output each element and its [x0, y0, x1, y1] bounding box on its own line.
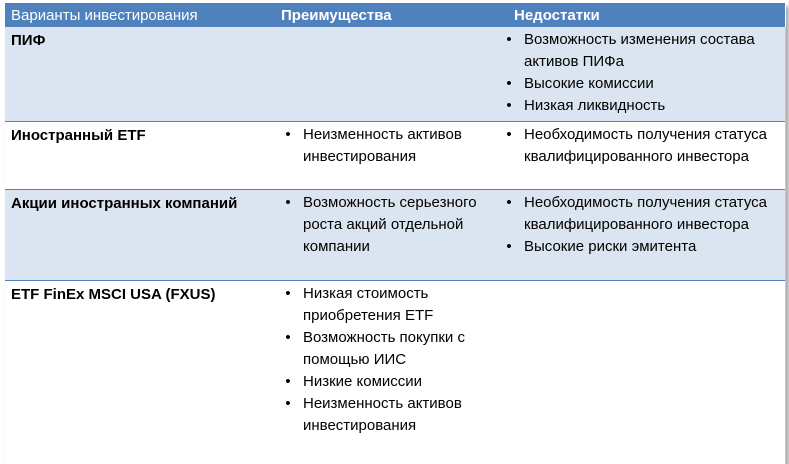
bullet-icon: • [499, 192, 519, 214]
disadvantages-cell [494, 190, 785, 281]
list-item-text: Возможность серьезного роста акций отдельной компании [303, 194, 477, 255]
list-item [273, 371, 494, 393]
table-row [5, 122, 785, 190]
advantages-cell [273, 190, 494, 281]
advantages-cell [273, 281, 494, 464]
bullet-icon: • [278, 283, 298, 305]
disadvantages-cell [494, 281, 785, 464]
list-item-text: Низкие комиссии [303, 373, 422, 390]
bullet-icon: • [499, 124, 519, 146]
list-item [494, 236, 785, 258]
list-item [273, 327, 494, 371]
option-name-cell: Акции иностранных компаний [5, 190, 273, 281]
bullet-icon: • [499, 236, 519, 258]
header-advantages: Преимущества [273, 3, 494, 27]
header-row [5, 3, 785, 27]
list-item-text: Высокие комиссии [524, 75, 654, 92]
table-body [5, 27, 785, 464]
advantages-cell [273, 27, 494, 122]
list-item [494, 124, 785, 168]
table-row [5, 27, 785, 122]
table-header [5, 3, 785, 27]
list-item-text: Низкая стоимость приобретения ETF [303, 285, 433, 324]
disadvantages-list [494, 124, 785, 168]
advantages-list [273, 283, 494, 437]
disadvantages-cell [494, 122, 785, 190]
list-item-text: Неизменность активов инвестирования [303, 395, 462, 434]
list-item [494, 29, 785, 73]
header-disadvantages: Недостатки [494, 3, 785, 27]
list-item [273, 124, 494, 168]
investment-comparison-table [5, 3, 786, 464]
bullet-icon: • [499, 73, 519, 95]
list-item [494, 73, 785, 95]
list-item-text: Низкая ликвидность [524, 97, 665, 114]
list-item-text: Необходимость получения статуса квалифицированного инвестора [524, 194, 767, 233]
table-row [5, 190, 785, 281]
list-item [494, 95, 785, 117]
header-options: Варианты инвестирования [5, 3, 273, 27]
bullet-icon: • [278, 393, 298, 415]
bullet-icon: • [278, 327, 298, 349]
disadvantages-list [494, 192, 785, 258]
bullet-icon: • [499, 29, 519, 51]
option-name-cell: ПИФ [5, 27, 273, 122]
option-name-cell: ETF FinEx MSCI USA (FXUS) [5, 281, 273, 464]
advantages-cell [273, 122, 494, 190]
bullet-icon: • [278, 371, 298, 393]
table-row [5, 281, 785, 464]
bullet-icon: • [278, 192, 298, 214]
list-item [494, 192, 785, 236]
list-item-text: Возможность изменения состава активов ПИФа [524, 31, 755, 70]
list-item [273, 192, 494, 258]
advantages-list [273, 192, 494, 258]
disadvantages-list [494, 29, 785, 117]
list-item-text: Возможность покупки с помощью ИИС [303, 329, 465, 368]
disadvantages-cell [494, 27, 785, 122]
list-item-text: Необходимость получения статуса квалифицированного инвестора [524, 126, 767, 165]
list-item-text: Высокие риски эмитента [524, 238, 696, 255]
list-item [273, 393, 494, 437]
bullet-icon: • [499, 95, 519, 117]
list-item [273, 283, 494, 327]
advantages-list [273, 124, 494, 168]
option-name-cell: Иностранный ETF [5, 122, 273, 190]
list-item-text: Неизменность активов инвестирования [303, 126, 462, 165]
bullet-icon: • [278, 124, 298, 146]
